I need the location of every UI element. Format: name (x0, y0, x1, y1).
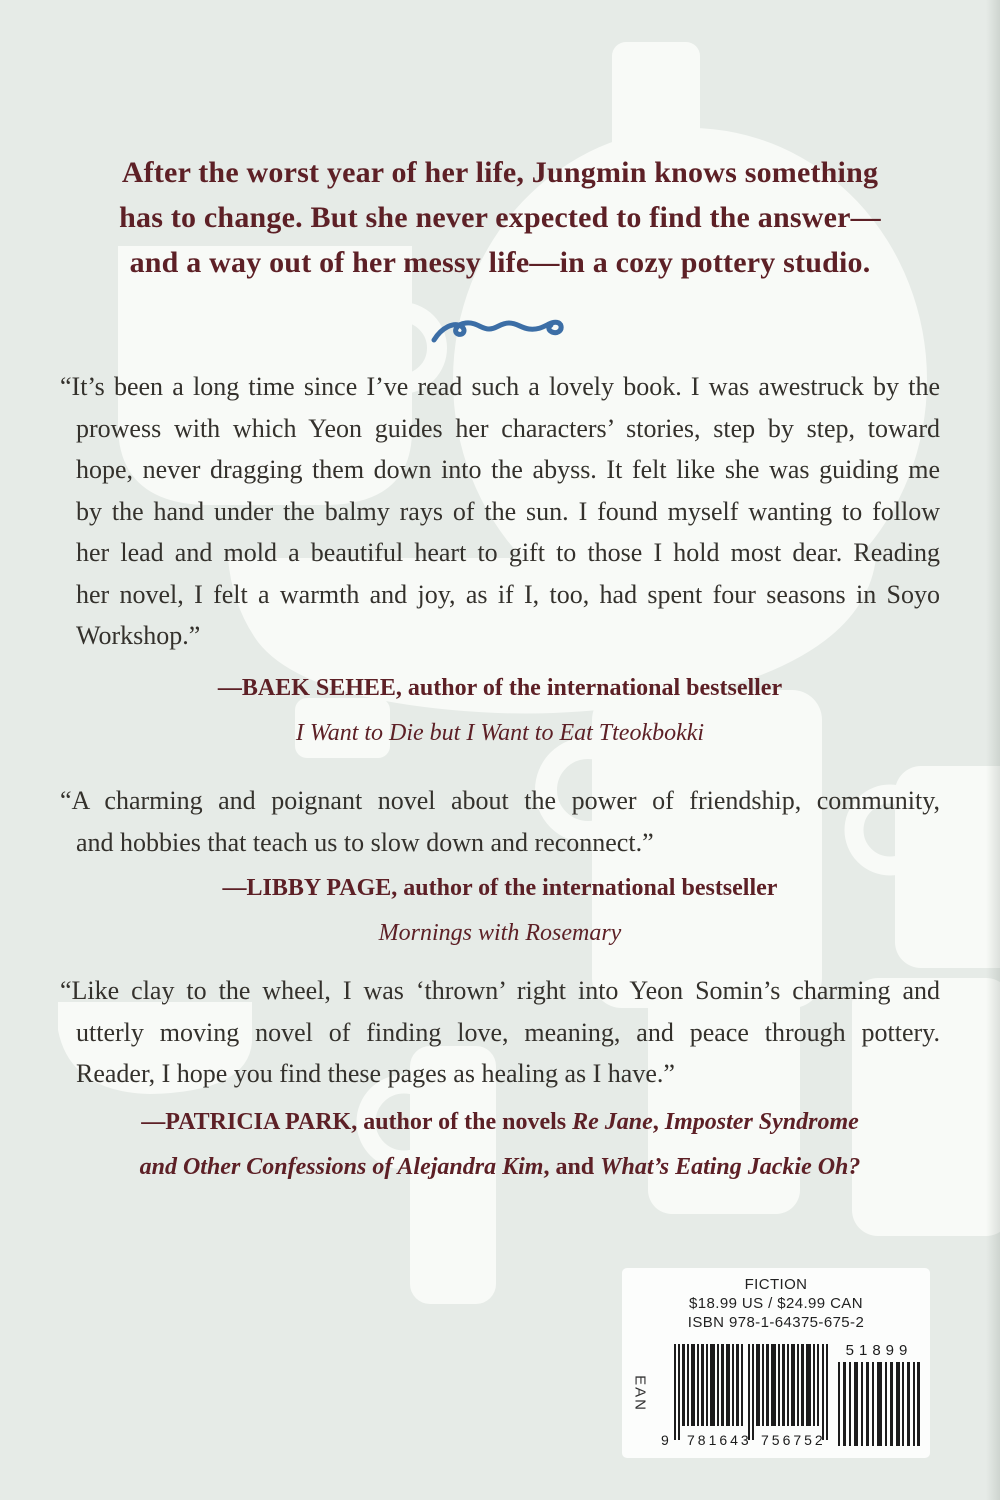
tagline-line: has to change. But she never expected to find the answer— (119, 201, 881, 234)
quote-line: utterly moving novel of finding love, meaning, and peace through pottery. (76, 1017, 940, 1047)
tagline (50, 150, 950, 285)
price-label: $18.99 US / $24.99 CAN (689, 1295, 863, 1312)
work-title: Re Jane (572, 1109, 653, 1135)
attribution-line (60, 1145, 940, 1190)
reviewer-name: —BAEK SEHEE (217, 675, 396, 701)
quote-line: her lead and mold a beautiful heart to gift to those I hold most dear. Reading (76, 538, 940, 567)
category-label: FICTION (744, 1276, 808, 1293)
barcode-panel-text (622, 1275, 930, 1332)
quote-line: Reader, I hope you find these pages as healing as I have.” (76, 1059, 675, 1088)
quote-line: “A charming and poignant novel about the power of friendship, community, (60, 786, 940, 815)
review-attribution-2 (60, 866, 940, 956)
quote-line: Workshop.” (76, 621, 201, 650)
reviewer-desc: , author of the international bestseller (395, 675, 783, 701)
attribution-line (60, 866, 940, 911)
tagline-line: and a way out of her messy life—in a cozy pottery studio. (129, 246, 871, 279)
barcode-digit-group1: 781643 (687, 1432, 752, 1448)
work-title: and Other Confessions of Alejandra Kim (139, 1154, 544, 1180)
reviewer-name: —LIBBY PAGE (222, 875, 392, 901)
quote-line: hope, never dragging them down into the abyss. It felt like she was guiding me (76, 455, 940, 484)
barcode-digits (661, 1432, 826, 1448)
photo-edge-shadow (986, 0, 1000, 1500)
work-title: Imposter Syndrome (664, 1109, 859, 1135)
attribution-line (60, 666, 940, 711)
barcode-digit-group2: 756752 (761, 1432, 826, 1448)
supplement-digits: 51899 (845, 1342, 913, 1359)
reviewer-desc: , author of the novels (351, 1109, 573, 1135)
quote-line: “It’s been a long time since I’ve read such a lovely book. I was awestruck by the (60, 372, 940, 401)
reviewer-work-title: Mornings with Rosemary (378, 920, 622, 946)
quote-line: her novel, I felt a warmth and joy, as if I, too, had spent four seasons in Soyo (76, 579, 940, 609)
work-title: What’s Eating Jackie Oh? (600, 1154, 861, 1180)
reviewer-work-title: I Want to Die but I Want to Eat Tteokbokki (295, 720, 705, 746)
quote-line: “Like clay to the wheel, I was ‘thrown’ right into Yeon Somin’s charming and (60, 976, 940, 1005)
ean-barcode (660, 1344, 830, 1448)
review-attribution-1 (60, 666, 940, 756)
reviewer-name: —PATRICIA PARK (141, 1109, 352, 1135)
reviewer-desc: , author of the international bestseller (391, 875, 778, 901)
barcode-panel (622, 1268, 930, 1458)
isbn-label: ISBN 978-1-64375-675-2 (687, 1314, 865, 1331)
review-quote-3 (60, 970, 940, 1095)
attribution-line (60, 1100, 940, 1145)
price-supplement-barcode (836, 1342, 922, 1446)
tagline-line: After the worst year of her life, Jungmin knows something (121, 156, 879, 189)
review-quote-1 (60, 366, 940, 657)
review-quote-2 (60, 780, 940, 863)
flourish-divider-icon (429, 312, 571, 352)
ean-label: EAN (631, 1375, 649, 1412)
separator: , and (543, 1154, 601, 1180)
review-attribution-3 (60, 1100, 940, 1190)
barcode-digit-left: 9 (661, 1432, 669, 1448)
quote-line: prowess with which Yeon guides her characters’ stories, step by step, toward (76, 413, 940, 443)
separator: , (652, 1109, 665, 1135)
quote-line: and hobbies that teach us to slow down and reconnect.” (76, 827, 654, 857)
quote-line: by the hand under the balmy rays of the sun. I found myself wanting to follow (76, 496, 940, 526)
